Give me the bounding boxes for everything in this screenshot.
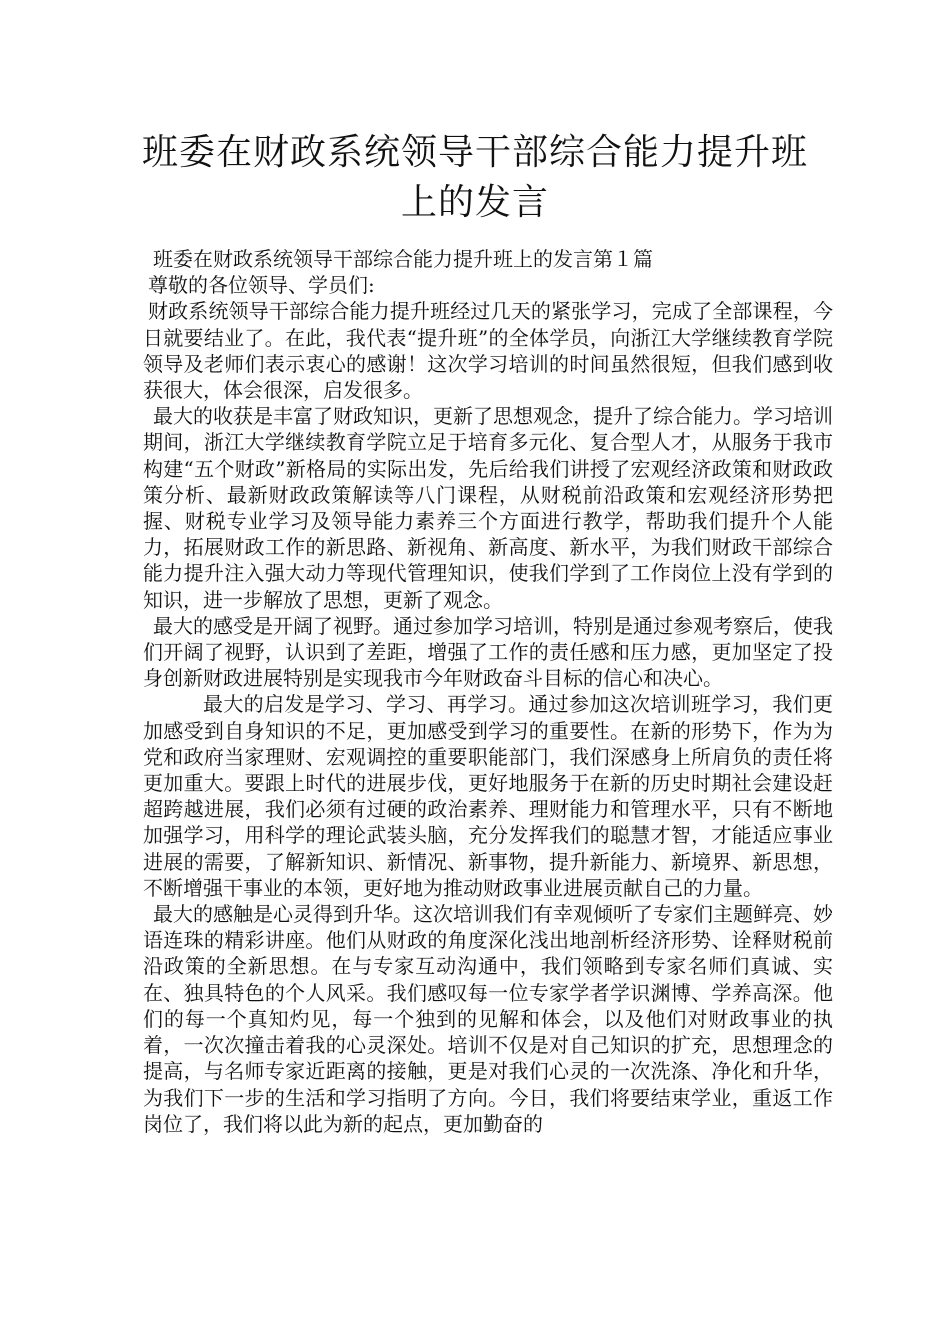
section-heading: 班委在财政系统领导干部综合能力提升班上的发言第１篇: [153, 247, 653, 271]
paragraph-4: 最大的启发是学习、学习、再学习。通过参加这次培训班学习，我们更加感受到自身知识的不足，更加感受到学习的重要性。在新的形势下，作为为党和政府当家理财、宏观调控的重要职能部门，我们深感身上所肩负的责任将更加重大。要跟上时代的进展步伐，更好地服务于在新的历史时期社会建设赶超跨越进展，我们必须有过硬的政治素养、理财能力和管理水平，只有不断地加强学习，用科学的理论武装头脑，充分发挥我们的聪慧才智，才能适应事业进展的需要，了解新知识、新情况、新事物，提升新能力、新境界、新思想，不断增强干事业的本领，更好地为推动财政事业进展贡献自己的力量。: [143, 692, 833, 900]
document-body: [143, 246, 833, 1137]
document-title: 班委在财政系统领导干部综合能力提升班上的发言: [141, 132, 808, 223]
paragraph-5: 最大的感触是心灵得到升华。这次培训我们有幸观倾听了专家们主题鲜亮、妙语连珠的精彩讲座。他们从财政的角度深化浅出地剖析经济形势、诠释财税前沿政策的全新思想。在与专家互动沟通中，我们领略到专家名师们真诚、实在、独具特色的个人风采。我们感叹每一位专家学者学识渊博、学养高深。他们的每一个真知灼见，每一个独到的见解和体会，以及他们对财政事业的执着，一次次撞击着我的心灵深处。培训不仅是对自己知识的扩充，思想理念的提高，与名师专家近距离的接触，更是对我们心灵的一次洗涤、净化和升华，为我们下一步的生活和学习指明了方向。今日，我们将要结束学业，重返工作岗位了，我们将以此为新的起点，更加勤奋的: [143, 902, 833, 1136]
paragraph-2: 最大的收获是丰富了财政知识，更新了思想观念，提升了综合能力。学习培训期间，浙江大学继续教育学院立足于培育多元化、复合型人才，从服务于我市构建“五个财政”新格局的实际出发，先后给我们讲授了宏观经济政策和财政政策分析、最新财政政策解读等八门课程，从财税前沿政策和宏观经济形势把握、财税专业学习及领导能力素养三个方面进行教学，帮助我们提升个人能力，拓展财政工作的新思路、新视角、新高度、新水平，为我们财政干部综合能力提升注入强大动力等现代管理知识，使我们学到了工作岗位上没有学到的知识，进一步解放了思想，更新了观念。: [143, 404, 833, 612]
salutation: 尊敬的各位领导、学员们:: [148, 273, 375, 298]
paragraph-1: 财政系统领导干部综合能力提升班经过几天的紧张学习，完成了全部课程，今日就要结业了。在此，我代表“提升班”的全体学员，向浙江大学继续教育学院领导及老师们表示衷心的感谢！这次学习培训的时间虽然很短，但我们感到收获很大，体会很深，启发很多。: [143, 299, 833, 403]
paragraph-3: 最大的感受是开阔了视野。通过参加学习培训，特别是通过参观考察后，使我们开阔了视野，认识到了差距，增强了工作的责任感和压力感，更加坚定了投身创新财政进展特别是实现我市今年财政奋斗目标的信心和决心。: [143, 613, 833, 691]
